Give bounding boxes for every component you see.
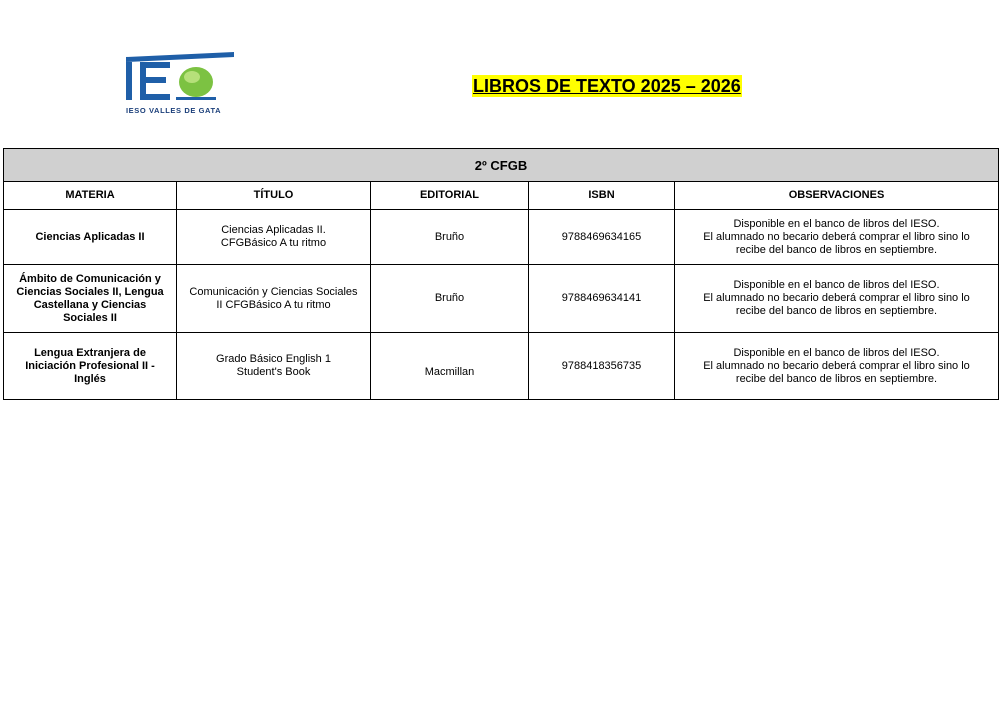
column-header-row (4, 182, 999, 210)
materia-line: Iniciación Profesional II - (25, 359, 155, 372)
textbook-table (3, 148, 999, 400)
column-header-isbn: ISBN (529, 182, 675, 210)
observaciones-line: El alumnado no becario deberá comprar el libro sino lo (703, 359, 970, 372)
cell-editorial: Macmillan (371, 333, 529, 400)
titulo-line: CFGBásico A tu ritmo (220, 237, 327, 249)
column-header-materia: MATERIA (4, 182, 177, 210)
materia-text: Ciencias Aplicadas II (35, 230, 145, 243)
column-header-editorial: EDITORIAL (371, 182, 529, 210)
observaciones-line: recibe del banco de libros en septiembre. (735, 372, 938, 385)
cell-isbn: 9788418356735 (529, 333, 675, 400)
titulo-line: Student's Book (236, 366, 311, 378)
observaciones-line: Disponible en el banco de libros del IESO. (733, 217, 940, 230)
cell-titulo (177, 210, 371, 265)
column-header-titulo: TÍTULO (177, 182, 371, 210)
cell-editorial: Bruño (371, 265, 529, 333)
ieso-logo-icon (118, 44, 248, 104)
titulo-line: Grado Básico English 1 (216, 353, 331, 365)
cell-observaciones (675, 210, 999, 265)
materia-line: Inglés (74, 372, 106, 385)
titulo-line: II CFGBásico A tu ritmo (216, 298, 331, 311)
school-logo (118, 44, 248, 122)
observaciones-line: recibe del banco de libros en septiembre. (735, 305, 938, 317)
cell-materia (4, 210, 177, 265)
materia-line: Ámbito de Comunicación y (19, 272, 161, 285)
cell-editorial: Bruño (371, 210, 529, 265)
table-row (4, 333, 999, 400)
cell-observaciones (675, 265, 999, 333)
observaciones-line: recibe del banco de libros en septiembre. (735, 243, 938, 256)
logo-text: IESO VALLES DE GATA (126, 106, 222, 115)
observaciones-line: Disponible en el banco de libros del IESO. (733, 346, 940, 359)
table-row (4, 210, 999, 265)
cell-isbn: 9788469634165 (529, 210, 675, 265)
materia-line: Sociales II (63, 311, 117, 324)
page-title: LIBROS DE TEXTO 2025 – 2026 (473, 76, 741, 96)
group-title: 2º CFGB (4, 149, 999, 182)
materia-line: Castellana y Ciencias (33, 298, 147, 311)
titulo-line: Ciencias Aplicadas II. (221, 224, 326, 236)
cell-materia (4, 265, 177, 333)
materia-line: Ciencias Sociales II, Lengua (16, 285, 164, 298)
column-header-observaciones: OBSERVACIONES (675, 182, 999, 210)
cell-isbn: 9788469634141 (529, 265, 675, 333)
cell-titulo (177, 265, 371, 333)
observaciones-line: El alumnado no becario deberá comprar el libro sino lo (703, 230, 970, 243)
materia-line: Lengua Extranjera de (34, 346, 146, 359)
cell-titulo (177, 333, 371, 400)
cell-observaciones (675, 333, 999, 400)
titulo-line: Comunicación y Ciencias Sociales (189, 285, 358, 298)
table-row (4, 265, 999, 333)
cell-materia (4, 333, 177, 400)
group-header-row (4, 149, 999, 182)
observaciones-line: Disponible en el banco de libros del IESO. (733, 279, 940, 291)
observaciones-line: El alumnado no becario deberá comprar el libro sino lo (703, 292, 970, 304)
